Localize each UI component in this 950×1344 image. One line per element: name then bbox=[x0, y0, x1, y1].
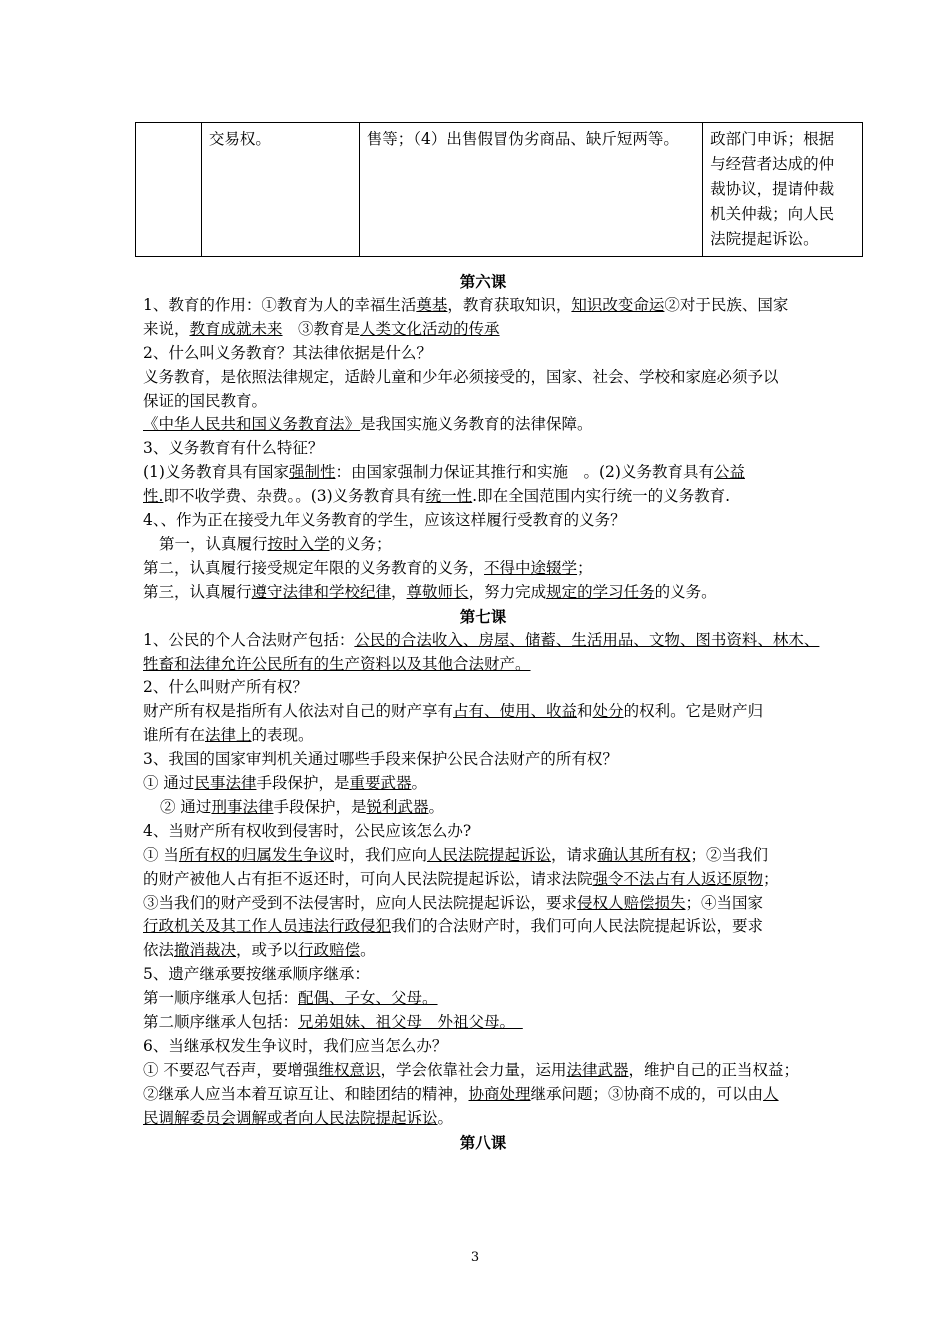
cell-line: 机关仲裁；向人民 bbox=[710, 205, 835, 223]
text-segment: 。 bbox=[360, 941, 376, 960]
text-line bbox=[143, 796, 823, 820]
text-line bbox=[143, 1059, 823, 1083]
text-line bbox=[143, 294, 823, 318]
text-segment: ，努力完成 bbox=[468, 582, 547, 601]
text-segment: 1、公民的个人合法财产包括： bbox=[143, 630, 355, 649]
text-line bbox=[143, 844, 823, 868]
underlined-text: 兄弟姐妹、祖父母 外祖父母。 bbox=[298, 1013, 523, 1032]
text-line bbox=[143, 390, 823, 414]
underlined-text: 法律武器 bbox=[566, 1060, 629, 1079]
text-line bbox=[143, 724, 823, 748]
document-body bbox=[143, 270, 823, 1155]
text-line bbox=[143, 485, 823, 509]
underlined-text: 尊敬师长 bbox=[406, 582, 469, 601]
lesson-heading bbox=[143, 1131, 823, 1155]
text-segment: 的义务； bbox=[329, 534, 392, 553]
text-segment: 。 bbox=[411, 774, 427, 793]
underlined-text: 占有、使用、收益 bbox=[453, 702, 578, 721]
underlined-text: 奠基 bbox=[416, 295, 448, 314]
underlined-text: 所有权的归属发生争议 bbox=[178, 845, 334, 864]
underlined-text: 按时入学 bbox=[267, 534, 330, 553]
text-line bbox=[143, 557, 823, 581]
text-line bbox=[143, 533, 823, 557]
text-line bbox=[143, 1011, 823, 1035]
text-segment: 第二，认真履行接受规定年限的义务教育的义务， bbox=[143, 558, 485, 577]
underlined-text: 配偶、子女、父母。 bbox=[298, 989, 438, 1008]
underlined-text: 公益 bbox=[713, 463, 745, 482]
text-segment: 的义务。 bbox=[654, 582, 717, 601]
table-cell-1 bbox=[136, 123, 202, 257]
text-segment: 时，我们应向 bbox=[333, 845, 427, 864]
text-segment: 4、、作为正在接受九年义务教育的学生，应该这样履行受教育的义务？ bbox=[143, 511, 626, 530]
text-segment: .即在全国范围内实行统一的义务教育. bbox=[472, 487, 731, 506]
lesson-heading bbox=[143, 270, 823, 294]
text-segment: 依法 bbox=[143, 941, 175, 960]
underlined-text: 统一性 bbox=[425, 487, 473, 506]
text-segment: 的权利。它是财产归 bbox=[623, 702, 764, 721]
text-segment: 是我国实施义务教育的法律保障。 bbox=[360, 415, 593, 434]
text-segment: 即不收学费、杂费。。(3)义务教育具有 bbox=[163, 487, 426, 506]
underlined-text: 人类文化活动的传承 bbox=[360, 319, 500, 338]
underlined-text: 《中华人民共和国义务教育法》 bbox=[143, 415, 361, 434]
underlined-text: 性. bbox=[143, 487, 164, 506]
text-segment: 第八课 bbox=[459, 1132, 507, 1152]
text-segment: ；②当我们 bbox=[690, 845, 769, 864]
text-line bbox=[143, 437, 823, 461]
text-segment: ②对于民族、国家 bbox=[664, 295, 789, 314]
cell-line: 裁协议，提请仲裁 bbox=[710, 180, 835, 198]
text-line bbox=[143, 342, 823, 366]
text-line bbox=[143, 629, 823, 653]
page-number: 3 bbox=[470, 1250, 480, 1265]
underlined-text: 刑事法律 bbox=[211, 797, 274, 816]
text-line bbox=[143, 868, 823, 892]
text-line bbox=[143, 892, 823, 916]
text-segment: 的财产被他人占有拒不返还时，可向人民法院提起诉讼，请求法院 bbox=[143, 869, 593, 888]
text-line bbox=[143, 963, 823, 987]
text-segment: 1、教育的作用：①教育为人的幸福生活 bbox=[143, 295, 417, 314]
text-segment: ① 不要忍气吞声，要增强 bbox=[143, 1060, 319, 1079]
text-segment: (1)义务教育具有国家 bbox=[143, 463, 289, 482]
text-line bbox=[143, 939, 823, 963]
underlined-text: 知识改变命运 bbox=[571, 295, 665, 314]
text-segment: 第六课 bbox=[459, 272, 507, 291]
text-segment: 。 bbox=[428, 797, 444, 816]
text-line bbox=[143, 1083, 823, 1107]
text-line bbox=[143, 987, 823, 1011]
text-segment: ，学会依靠社会力量，运用 bbox=[380, 1060, 567, 1079]
underlined-text: 教育成就未来 bbox=[189, 319, 283, 338]
table-cell-4 bbox=[703, 123, 863, 257]
text-segment: 财产所有权是指所有人依法对自己的财产享有 bbox=[143, 702, 454, 721]
text-segment: ③当我们的财产受到不法侵害时，应向人民法院提起诉讼，要求 bbox=[143, 893, 578, 912]
underlined-text: 强令不法占有人返还原物 bbox=[592, 869, 764, 888]
underlined-text: 公民的合法收入、房屋、储蓄、生活用品、文物、图书资料、林木、 bbox=[354, 630, 820, 649]
text-segment: 2、什么叫财产所有权？ bbox=[143, 678, 308, 697]
text-segment: 第三，认真履行 bbox=[143, 582, 252, 601]
text-segment: 保证的国民教育。 bbox=[143, 391, 268, 410]
text-segment: ① 通过 bbox=[143, 774, 195, 793]
text-segment: 第二顺序继承人包括： bbox=[143, 1013, 299, 1032]
text-segment: 我们的合法财产时，我们可向人民法院提起诉讼，要求 bbox=[391, 917, 764, 936]
underlined-text: 确认其所有权 bbox=[597, 845, 691, 864]
cell-line: 法院提起诉讼。 bbox=[710, 230, 819, 248]
text-segment: ②继承人应当本着互谅互让、和睦团结的精神， bbox=[143, 1084, 469, 1103]
text-line bbox=[143, 820, 823, 844]
text-segment: 继承问题；③协商不成的，可以由 bbox=[530, 1084, 764, 1103]
text-segment: 手段保护，是 bbox=[273, 797, 367, 816]
text-segment: 义务教育，是依照法律规定，适龄儿童和少年必须接受的，国家、社会、学校和家庭必须予以 bbox=[143, 367, 779, 386]
text-line bbox=[143, 413, 823, 437]
text-segment: 4、当财产所有权收到侵害时，公民应该怎么办? bbox=[143, 821, 472, 840]
underlined-text: 处分 bbox=[592, 702, 624, 721]
underlined-text: 遵守法律和学校纪律 bbox=[251, 582, 392, 601]
text-line bbox=[143, 318, 823, 342]
text-line bbox=[143, 366, 823, 390]
cell-line: 政部门申诉；根据 bbox=[710, 130, 835, 148]
text-segment: 和 bbox=[577, 702, 593, 721]
text-segment: 。 bbox=[437, 1108, 454, 1127]
cell-line: 与经营者达成的仲 bbox=[710, 155, 835, 173]
text-segment: ， bbox=[391, 582, 407, 601]
text-segment: 3、义务教育有什么特征？ bbox=[143, 439, 324, 458]
text-segment: ：由国家强制力保证其推行和实施 。(2)义务教育具有 bbox=[335, 463, 714, 482]
table-cell-2: 交易权。 bbox=[201, 123, 359, 257]
underlined-text: 协商处理 bbox=[468, 1084, 531, 1103]
underlined-text: 规定的学习任务 bbox=[546, 582, 655, 601]
underlined-text: 行政赔偿 bbox=[298, 941, 361, 960]
text-segment: 来说， bbox=[143, 319, 190, 338]
text-line bbox=[143, 1035, 823, 1059]
text-segment: ① 当 bbox=[143, 845, 179, 864]
text-segment: 第一顺序继承人包括： bbox=[143, 989, 299, 1008]
text-line bbox=[143, 581, 823, 605]
text-segment: ，教育获取知识， bbox=[447, 295, 572, 314]
text-line bbox=[143, 676, 823, 700]
underlined-text: 牲畜和法律允许公民所有的生产资料以及其他合法财产。 bbox=[143, 654, 531, 673]
underlined-text: 侵权人赔偿损失 bbox=[577, 893, 686, 912]
text-segment: ，维护自己的正当权益； bbox=[628, 1060, 799, 1079]
text-line bbox=[143, 509, 823, 533]
text-line bbox=[143, 653, 823, 677]
text-line bbox=[143, 748, 823, 772]
text-segment: ；④当国家 bbox=[685, 893, 764, 912]
text-segment: 的表现。 bbox=[251, 726, 314, 745]
rights-table bbox=[135, 122, 863, 257]
text-line bbox=[143, 915, 823, 939]
text-segment: ； bbox=[763, 869, 779, 888]
table-row bbox=[136, 123, 863, 257]
underlined-text: 人民法院提起诉讼 bbox=[426, 845, 551, 864]
text-segment: ，请求 bbox=[550, 845, 598, 864]
text-segment: 3、我国的国家审判机关通过哪些手段来保护公民合法财产的所有权？ bbox=[143, 750, 618, 769]
underlined-text: 行政机关及其工作人员违法行政侵犯 bbox=[143, 917, 392, 936]
text-segment: ，或予以 bbox=[236, 941, 299, 960]
text-segment: 5、遗产继承要按继承顺序继承： bbox=[143, 965, 370, 984]
table-cell-3: 售等；（4）出售假冒伪劣商品、缺斤短两等。 bbox=[359, 123, 702, 257]
text-segment: 谁所有在 bbox=[143, 726, 206, 745]
underlined-text: 强制性 bbox=[288, 463, 336, 482]
text-line bbox=[143, 1107, 823, 1131]
text-segment: 2、什么叫义务教育？其法律依据是什么？ bbox=[143, 343, 432, 362]
underlined-text: 法律上 bbox=[205, 726, 252, 745]
text-line bbox=[143, 700, 823, 724]
underlined-text: 锐利武器 bbox=[366, 797, 429, 816]
text-line bbox=[143, 772, 823, 796]
lesson-heading bbox=[143, 605, 823, 629]
text-segment: ③教育是 bbox=[282, 319, 361, 338]
text-segment: ； bbox=[577, 558, 593, 577]
underlined-text: 民调解委员会调解或者向人民法院提起诉讼 bbox=[143, 1108, 438, 1127]
underlined-text: 重要武器 bbox=[349, 774, 412, 793]
text-segment: 6、当继承权发生争议时，我们应当怎么办？ bbox=[143, 1037, 448, 1055]
underlined-text: 维权意识 bbox=[318, 1060, 381, 1079]
underlined-text: 撤消裁决 bbox=[174, 941, 237, 960]
underlined-text: 不得中途辍学 bbox=[484, 558, 578, 577]
text-segment: 第一，认真履行 bbox=[159, 534, 268, 553]
text-segment: 手段保护，是 bbox=[256, 774, 350, 793]
text-segment: 第七课 bbox=[459, 606, 507, 626]
text-segment: ② 通过 bbox=[160, 797, 212, 816]
underlined-text: 民事法律 bbox=[194, 774, 257, 793]
underlined-text: 人 bbox=[763, 1084, 779, 1103]
text-line bbox=[143, 461, 823, 485]
